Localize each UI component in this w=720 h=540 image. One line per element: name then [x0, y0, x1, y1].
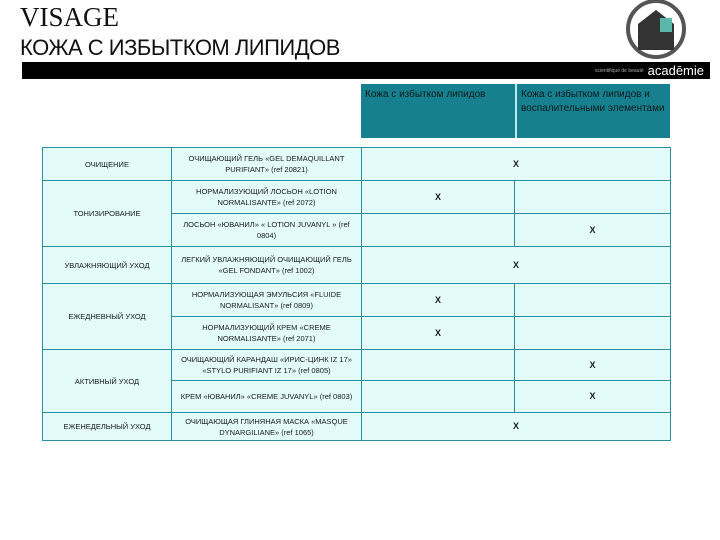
mark-cell: X [362, 247, 671, 284]
product-cell: НОРМАЛИЗУЮЩИЙ ЛОСЬОН «LOTION NORMALISANTE» (ref 2072) [172, 181, 362, 214]
table-row [43, 413, 671, 441]
table-row [43, 247, 671, 284]
step-cell: ЕЖЕДНЕВНЫЙ УХОД [43, 284, 172, 350]
header-oily-skin: Кожа с избытком липидов [361, 84, 517, 138]
step-cell: ЕЖЕНЕДЕЛЬНЫЙ УХОД [43, 413, 172, 441]
table-row [43, 350, 671, 381]
empty-cell [362, 214, 515, 247]
empty-cell [515, 317, 671, 350]
mark-cell: X [362, 148, 671, 181]
table-row [43, 181, 671, 214]
product-cell: НОРМАЛИЗУЮЩИЙ КРЕМ «CREME NORMALISANTE» (ref 2071) [172, 317, 362, 350]
product-cell: ОЧИЩАЮЩИЙ КАРАНДАШ «ИРИС-ЦИНК IZ 17» «STYLO PURIFIANT IZ 17» (ref 0805) [172, 350, 362, 381]
step-cell: ОЧИЩЕНИЕ [43, 148, 172, 181]
mark-cell: X [515, 381, 671, 413]
care-table [42, 147, 671, 441]
empty-cell [362, 350, 515, 381]
mark-cell: X [362, 284, 515, 317]
academie-tagline: scientifique de beauté [594, 67, 644, 74]
step-cell: УВЛАЖНЯЮЩИЙ УХОД [43, 247, 172, 284]
empty-cell [515, 284, 671, 317]
academie-logo: acadēmie [647, 63, 704, 78]
header-oily-inflamed-skin: Кожа с избытком липидов и воспалительными элементами [521, 89, 665, 114]
mark-cell: X [515, 350, 671, 381]
empty-cell [362, 381, 515, 413]
product-cell: ЛЕГКИЙ УВЛАЖНЯЮЩИЙ ОЧИЩАЮЩИЙ ГЕЛЬ «GEL FONDANT» (ref 1002) [172, 247, 362, 284]
product-cell: КРЕМ «ЮВАНИЛ» «CREME JUVANYL» (ref 0803) [172, 381, 362, 413]
step-cell: ТОНИЗИРОВАНИЕ [43, 181, 172, 247]
product-cell: ЛОСЬОН «ЮВАНИЛ» « LOTION JUVANYL » (ref 0804) [172, 214, 362, 247]
product-cell: ОЧИЩАЮЩАЯ ГЛИНЯНАЯ МАСКА «MASQUE DYNARGILIANE» (ref 1065) [172, 413, 362, 441]
house-logo-icon [624, 0, 688, 60]
column-headers [361, 84, 670, 138]
mark-cell: X [515, 214, 671, 247]
table-row [43, 284, 671, 317]
mark-cell: X [362, 181, 515, 214]
mark-cell: X [362, 413, 671, 441]
table-row [43, 148, 671, 181]
product-cell: НОРМАЛИЗУЮЩАЯ ЭМУЛЬСИЯ «FLUIDE NORMALISANT» (ref 0809) [172, 284, 362, 317]
page-title: VISAGE [20, 2, 119, 32]
product-cell: ОЧИЩАЮЩИЙ ГЕЛЬ «GEL DEMAQUILLANT PURIFIANT» (ref 20821) [172, 148, 362, 181]
mark-cell: X [362, 317, 515, 350]
page-subtitle: КОЖА С ИЗБЫТКОМ ЛИПИДОВ [20, 35, 340, 60]
header-bar [22, 62, 710, 79]
empty-cell [515, 181, 671, 214]
step-cell: АКТИВНЫЙ УХОД [43, 350, 172, 413]
